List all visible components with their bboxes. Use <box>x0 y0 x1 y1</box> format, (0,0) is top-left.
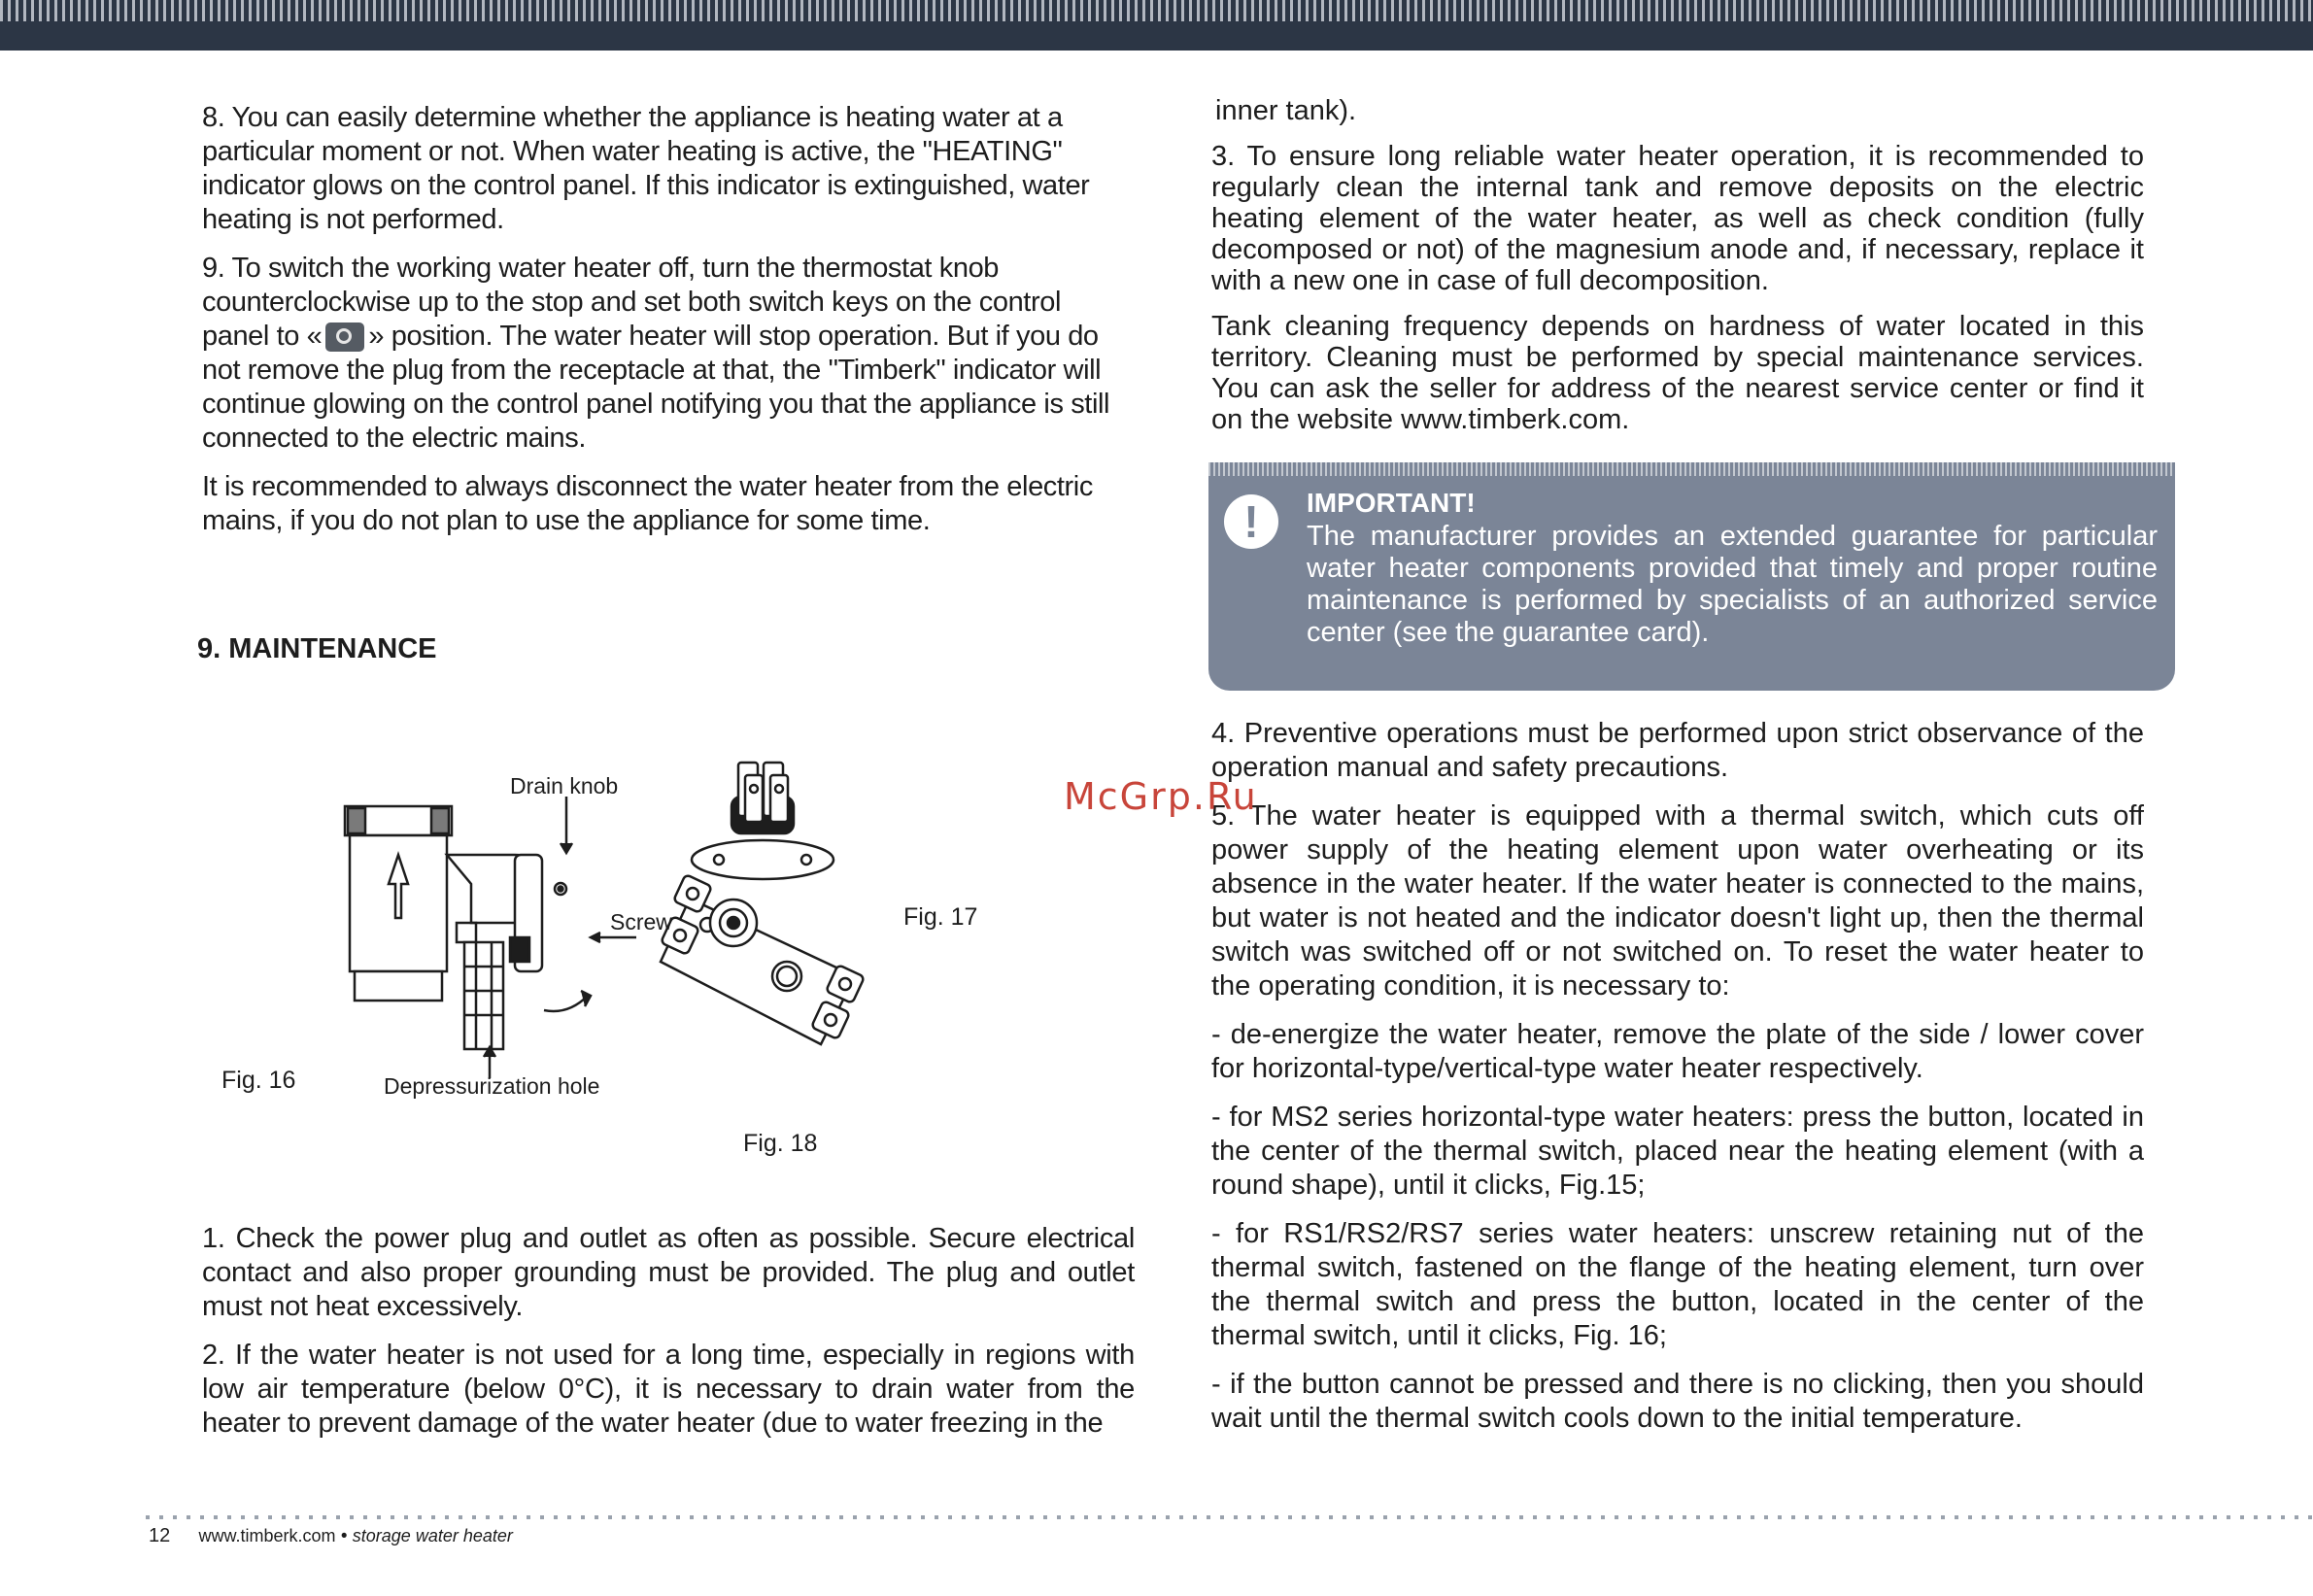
paragraph-9-part-b: » position. The water heater will stop operation. But if you do not remove the plug from the receptacle at that, the "Timberk" indicator will continue glowing on the control panel notifying you that the appliance is still connected to the electric mains. <box>202 321 1110 454</box>
continuation-text: inner tank). <box>1215 95 1357 126</box>
switch-off-icon <box>325 323 364 352</box>
header-hatch-pattern <box>0 0 2313 21</box>
figures-drawing <box>194 758 1069 1175</box>
paragraph-9-part-a: 9. To switch the working water heater off, turn the thermostat knob counterclockwise up to the stop and set both switch keys on the control panel to « <box>202 253 1061 352</box>
important-text: The manufacturer provides an extended guarantee for particular water heater components provided that timely and proper routine maintenance is performed by specialists of an authorized service center (see the guarantee card). <box>1307 521 2158 648</box>
paragraph-8: 8. You can easily determine whether the appliance is heating water at a particular moment or not. When water heating is active, the "HEATING" indicator glows on the control panel. If this indicator is extinguished, water heating is not performed. <box>202 102 1090 235</box>
section-heading-maintenance: 9. MAINTENANCE <box>197 633 437 664</box>
label-drain-knob: Drain knob <box>510 773 619 798</box>
round-thermal-switch-drawing <box>692 763 833 879</box>
right-column-bottom <box>1211 717 2144 1450</box>
bullet-de-energize: - de-energize the water heater, remove the plate of the side / lower cover for horizontal-type/vertical-type water heater respectively. <box>1211 1019 2144 1084</box>
bullet-wait: - if the button cannot be pressed and there is no clicking, then you should wait until the thermal switch cools down to the initial temperature. <box>1211 1369 2144 1434</box>
important-title: IMPORTANT! <box>1307 488 1476 518</box>
rod-thermostat-drawing <box>661 874 865 1044</box>
maintenance-item-3: 3. To ensure long reliable water heater operation, it is recommended to regularly clean the internal tank and remove deposits on the electric heating element of the water heater, as well as check condition (fully decomposed or not) of the magnesium anode and, if necessary, replace it with a new one in case of full decomposition. <box>1211 141 2144 296</box>
maintenance-item-5: 5. The water heater is equipped with a thermal switch, which cuts off power supply of the heating element upon water overheating or its absence in the water heater. If the water heater is connected to the mains, but water is not heated and the indicator doesn't light up, then the thermal switch was switched off or not switched on. To reset the water heater to the operating condition, it is necessary to: <box>1211 800 2144 1002</box>
exclamation-icon: ! <box>1224 494 1278 549</box>
left-column <box>202 101 1135 553</box>
important-notice-box <box>1208 462 2175 691</box>
top-header-bar <box>0 0 2313 51</box>
bullet-ms2: - for MS2 series horizontal-type water heaters: press the button, located in the center of the thermal switch, placed near the heating element (with a round shape), until it clicks, Fig.15; <box>1211 1102 2144 1201</box>
important-strip <box>1208 462 2175 476</box>
watermark: McGrp.Ru <box>1064 775 1258 818</box>
footer-description: storage water heater <box>352 1526 513 1545</box>
maintenance-item-4: 4. Preventive operations must be performed upon strict observance of the operation manual and safety precautions. <box>1211 718 2144 783</box>
label-depressurization-hole: Depressurization hole <box>384 1073 600 1099</box>
maintenance-item-2: 2. If the water heater is not used for a long time, especially in regions with low air temperature (below 0°C), it is necessary to drain water from the heater to prevent damage of the water heater (due to water freezing in the <box>202 1340 1135 1439</box>
figures-area <box>194 758 1069 1175</box>
paragraph-disconnect: It is recommended to always disconnect the water heater from the electric mains, if you do not plan to use the appliance for some time. <box>202 471 1093 536</box>
right-column-top <box>1211 94 2144 450</box>
label-screw: Screw <box>610 909 672 934</box>
maintenance-item-1: 1. Check the power plug and outlet as often as possible. Secure electrical contact and also proper grounding must be provided. The plug and outlet must not heat excessively. <box>202 1223 1135 1322</box>
paragraph-9 <box>202 252 1135 456</box>
drain-valve-drawing <box>345 797 636 1078</box>
page-footer <box>149 1525 513 1547</box>
footer-separator: • <box>340 1526 348 1546</box>
label-fig18: Fig. 18 <box>743 1130 818 1157</box>
label-fig17: Fig. 17 <box>903 903 978 931</box>
bullet-rs-series: - for RS1/RS2/RS7 series water heaters: unscrew retaining nut of the thermal switch, fastened on the flange of the heating element, turn over the thermal switch and press the button, located in the center of the thermal switch, until it clicks, Fig. 16; <box>1211 1218 2144 1351</box>
left-column-maintenance <box>202 1222 1135 1455</box>
label-fig16: Fig. 16 <box>221 1067 296 1094</box>
page-number: 12 <box>149 1525 171 1546</box>
footer-website: www.timberk.com <box>198 1526 336 1545</box>
tank-cleaning-paragraph: Tank cleaning frequency depends on hardness of water located in this territory. Cleaning must be performed by special maintenance services. You can ask the seller for address of the nearest service center or find it on the website www.timberk.com. <box>1211 311 2144 435</box>
footer-dotted-rule <box>146 1515 2313 1519</box>
